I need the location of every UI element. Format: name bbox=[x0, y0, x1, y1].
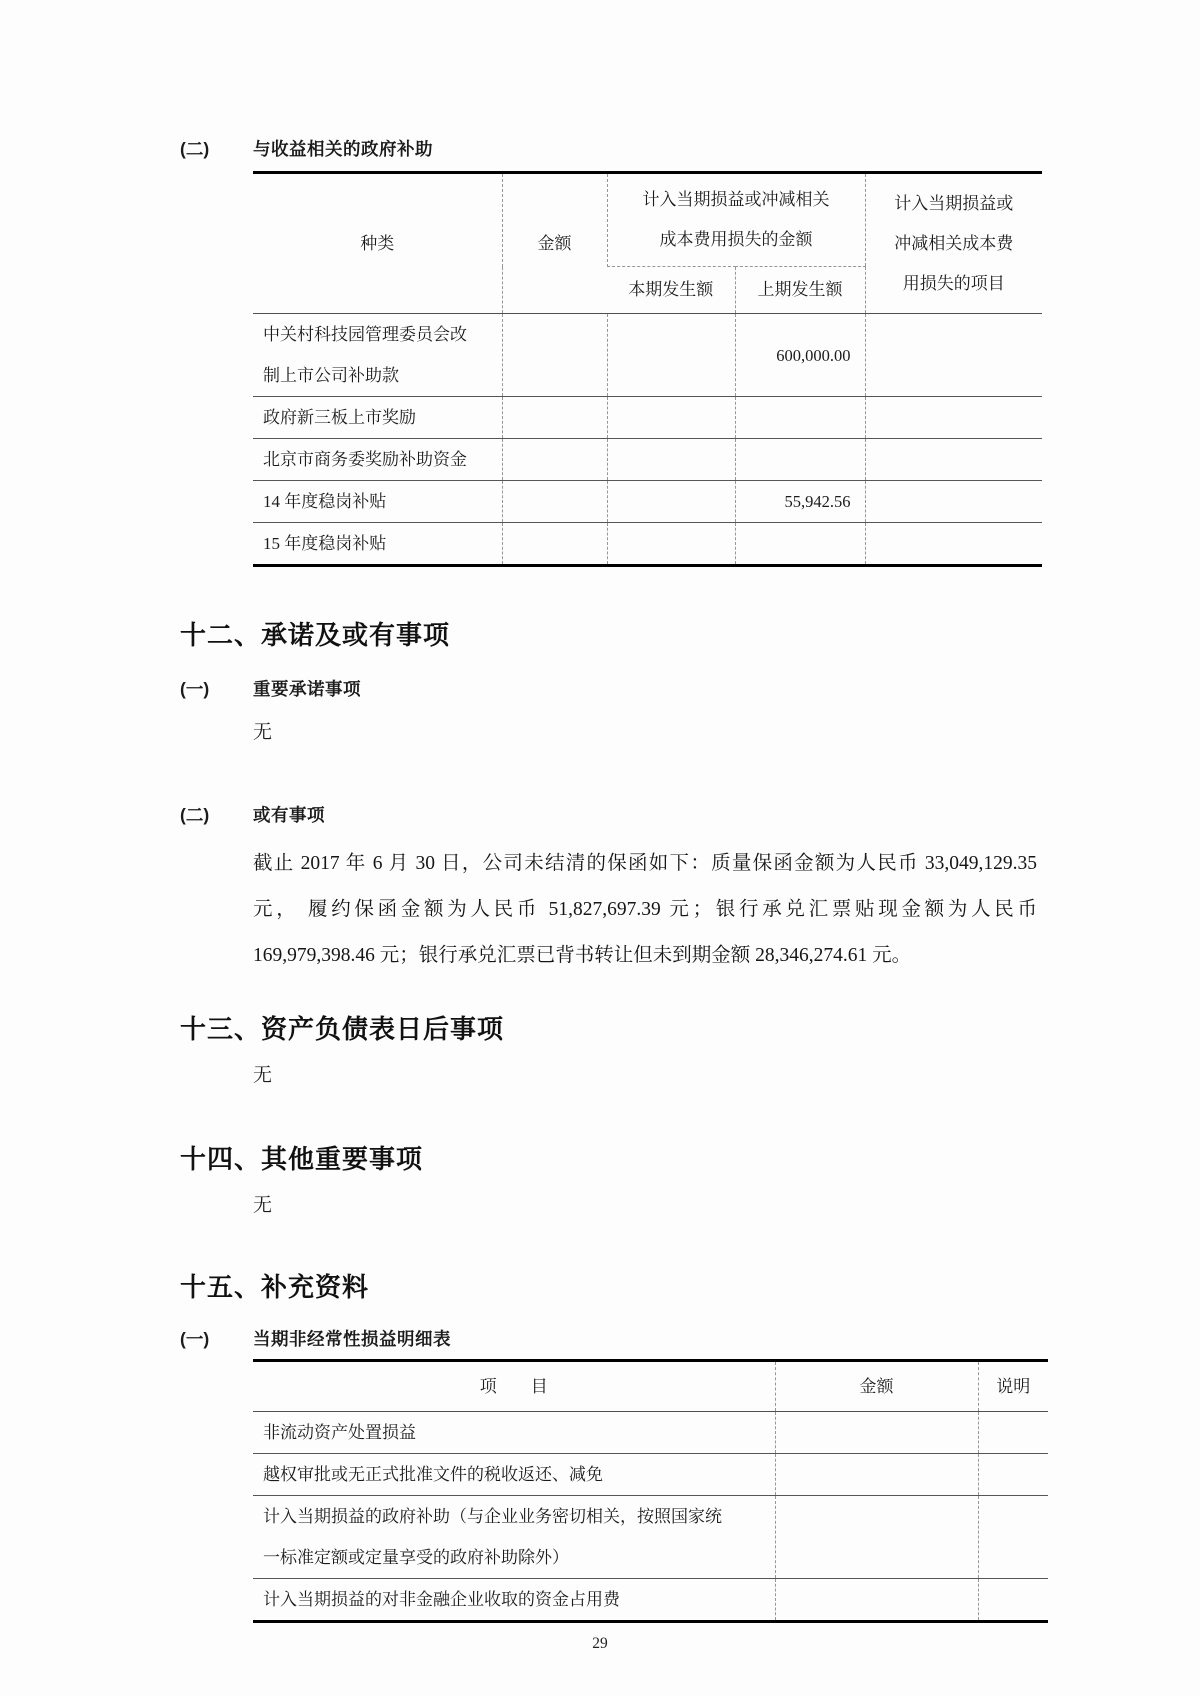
grant-prior bbox=[735, 439, 865, 481]
nr-note bbox=[978, 1454, 1048, 1496]
grant-current bbox=[607, 481, 735, 523]
section13-content: 无 bbox=[253, 1065, 273, 1086]
table-row bbox=[253, 314, 1042, 397]
government-grants-table bbox=[253, 171, 1042, 567]
nr-note bbox=[978, 1412, 1048, 1454]
grants-table-header bbox=[253, 173, 1042, 314]
section2-heading bbox=[180, 136, 1042, 161]
section12-sub1-number: (一) bbox=[180, 679, 210, 699]
section2-number: (二) bbox=[180, 139, 210, 159]
nr-item: 计入当期损益的政府补助（与企业业务密切相关，按照国家统一标准定额或定量享受的政府补助除外） bbox=[263, 1507, 722, 1567]
nr-note bbox=[978, 1579, 1048, 1622]
nr-amount bbox=[775, 1496, 978, 1579]
nr-col-note: 说明 bbox=[978, 1361, 1048, 1412]
grant-amount bbox=[502, 523, 607, 566]
grants-col-category: 种类 bbox=[360, 233, 395, 253]
section12-title: 十二、承诺及或有事项 bbox=[180, 620, 451, 650]
nr-amount bbox=[775, 1412, 978, 1454]
table-row bbox=[253, 397, 1042, 439]
grant-project bbox=[865, 439, 1042, 481]
grant-prior bbox=[735, 523, 865, 566]
section12-sub1-content: 无 bbox=[253, 722, 273, 743]
section12-sub2-heading bbox=[180, 802, 1042, 827]
grant-amount bbox=[502, 397, 607, 439]
table-row bbox=[253, 523, 1042, 566]
table-row bbox=[253, 1496, 1048, 1579]
grant-category: 中关村科技园管理委员会改制上市公司补助款 bbox=[263, 325, 467, 385]
grant-prior: 55,942.56 bbox=[735, 481, 865, 523]
grant-category: 14 年度稳岗补贴 bbox=[263, 492, 387, 511]
section12-sub2-title: 或有事项 bbox=[253, 805, 325, 825]
contingency-paragraph: 截止 2017 年 6 月 30 日，公司未结清的保函如下：质量保函金额为人民币 33,049,129.35 元， 履约保函金额为人民币 51,827,697.39 元；银行承兑汇票贴现金额为人民币 169,979,398.46 元；银行承兑汇票已背书转让但未到期金额 28,346,274.61 元。 bbox=[253, 853, 1037, 966]
page-number: 29 bbox=[592, 1635, 608, 1652]
table-row bbox=[253, 439, 1042, 481]
grant-current bbox=[607, 314, 735, 397]
section14-content: 无 bbox=[253, 1195, 273, 1216]
section2-title: 与收益相关的政府补助 bbox=[253, 139, 433, 159]
grants-col-prior: 上期发生额 bbox=[735, 267, 865, 314]
section15-sub1-heading bbox=[180, 1326, 1042, 1351]
grant-current bbox=[607, 397, 735, 439]
section13-title: 十三、资产负债表日后事项 bbox=[180, 1014, 505, 1044]
non-recurring-items-table bbox=[253, 1359, 1048, 1623]
table-row bbox=[253, 1454, 1048, 1496]
nr-amount bbox=[775, 1454, 978, 1496]
grant-category: 政府新三板上市奖励 bbox=[263, 408, 416, 427]
section12-sub2-number: (二) bbox=[180, 805, 210, 825]
nr-item: 越权审批或无正式批准文件的税收返还、减免 bbox=[263, 1465, 603, 1484]
nr-item: 非流动资产处置损益 bbox=[263, 1423, 416, 1442]
grants-col-project-line1: 计入当期损益或 bbox=[894, 193, 1014, 213]
grant-project bbox=[865, 481, 1042, 523]
grants-col-project-line3: 用损失的项目 bbox=[902, 273, 1005, 293]
grants-col-group bbox=[607, 173, 865, 267]
grant-project bbox=[865, 397, 1042, 439]
section15-title: 十五、补充资料 bbox=[180, 1272, 370, 1302]
section14-title: 十四、其他重要事项 bbox=[180, 1144, 424, 1174]
grant-prior: 600,000.00 bbox=[735, 314, 865, 397]
grant-project bbox=[865, 314, 1042, 397]
section12-sub1-heading bbox=[180, 676, 1042, 701]
grants-col-project bbox=[865, 173, 1042, 314]
nr-item: 计入当期损益的对非金融企业收取的资金占用费 bbox=[263, 1590, 620, 1609]
grant-amount bbox=[502, 481, 607, 523]
grant-prior bbox=[735, 397, 865, 439]
grants-col-project-line2: 冲减相关成本费 bbox=[894, 233, 1014, 253]
grants-col-group-line1: 计入当期损益或冲减相关 bbox=[642, 190, 830, 209]
grant-amount bbox=[502, 314, 607, 397]
grants-col-group-line2: 成本费用损失的金额 bbox=[659, 230, 813, 249]
grants-col-current: 本期发生额 bbox=[628, 280, 714, 299]
nr-col-item: 项 目 bbox=[479, 1377, 548, 1396]
grant-amount bbox=[502, 439, 607, 481]
grant-category: 北京市商务委奖励补助资金 bbox=[263, 450, 467, 469]
nr-amount bbox=[775, 1579, 978, 1622]
section15-sub1-number: (一) bbox=[180, 1329, 210, 1349]
non-recurring-table-header bbox=[253, 1361, 1048, 1412]
table-row bbox=[253, 481, 1042, 523]
grant-current bbox=[607, 439, 735, 481]
section12-sub1-title: 重要承诺事项 bbox=[253, 679, 361, 699]
nr-note bbox=[978, 1496, 1048, 1579]
grant-category: 15 年度稳岗补贴 bbox=[263, 534, 387, 553]
nr-col-amount: 金额 bbox=[775, 1361, 978, 1412]
table-row bbox=[253, 1579, 1048, 1622]
table-row bbox=[253, 1412, 1048, 1454]
section15-sub1-title: 当期非经常性损益明细表 bbox=[253, 1329, 451, 1349]
grant-current bbox=[607, 523, 735, 566]
grant-project bbox=[865, 523, 1042, 566]
grants-col-amount: 金额 bbox=[502, 173, 607, 314]
